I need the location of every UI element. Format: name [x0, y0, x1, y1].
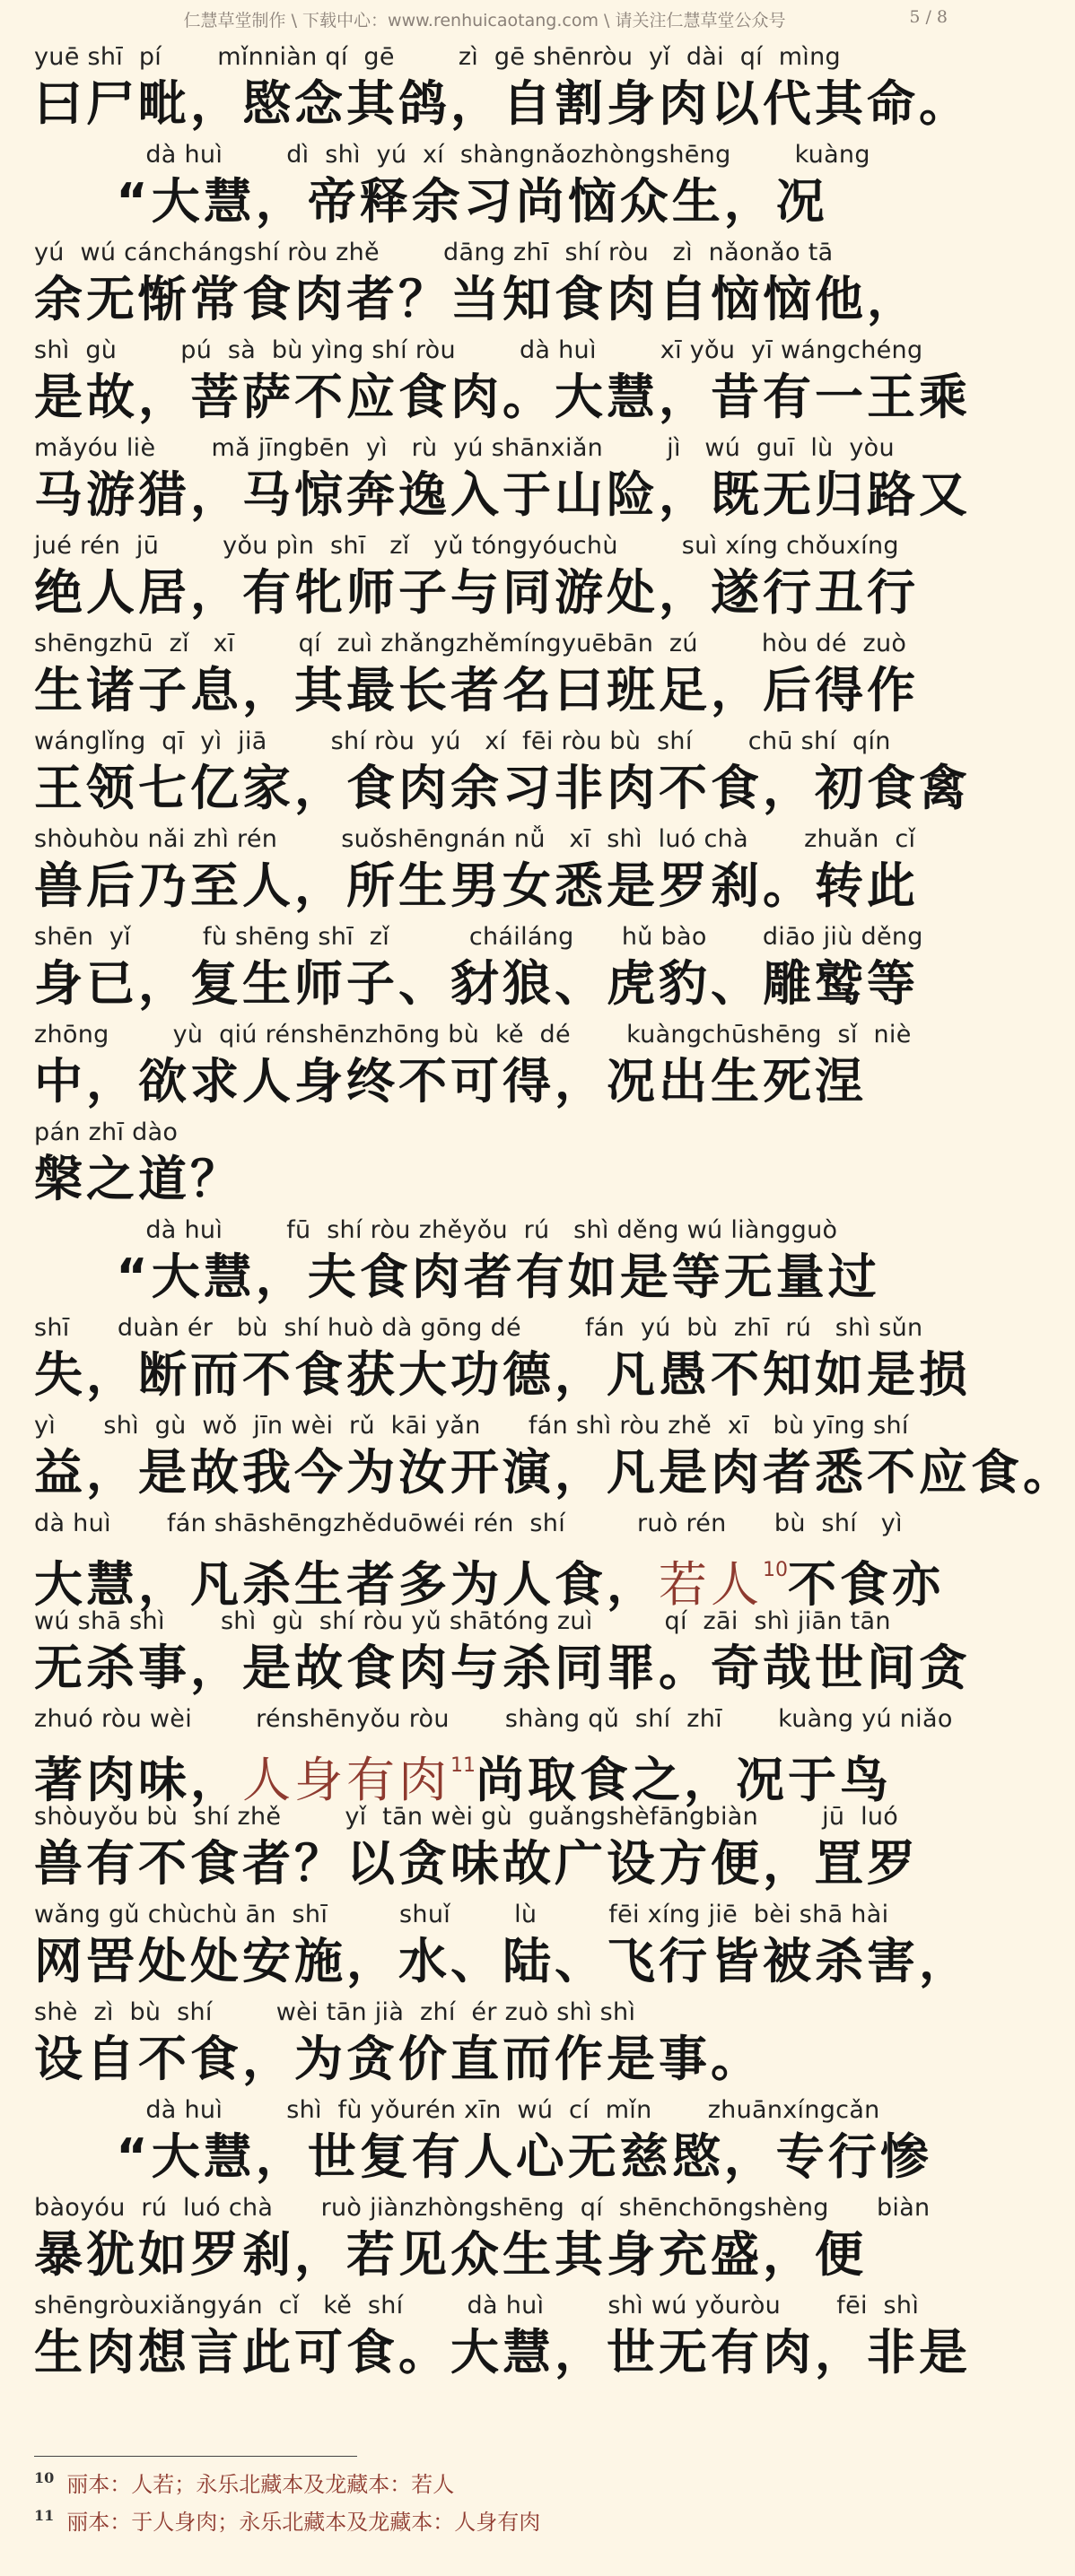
text-line [34, 39, 971, 137]
text-line [34, 1799, 958, 1897]
pinyin-line: zhōng yù qiú rénshēnzhōng bù kě dé kuàngchūshēng sǐ niè [34, 1021, 912, 1049]
variant-text: 人身有肉 [242, 1752, 450, 1808]
text-line [34, 137, 958, 235]
text-line [34, 724, 971, 822]
hanzi-segment: 马游猎，马惊奔逸入于山险，既无归路又 [34, 466, 971, 523]
page-number: 5 / 8 [909, 7, 948, 27]
text-line [34, 1995, 958, 2093]
hanzi-segment: “大慧，帝释余习尚恼众生，况 [34, 173, 828, 230]
pinyin-line: dà huì shì fù yǒurén xīn wú cí mǐn zhuānxíngcǎn [34, 2096, 880, 2124]
hanzi-segment: 槃之道？ [34, 1151, 242, 1207]
hanzi-segment: 无杀事，是故食肉与杀同罪。奇哉世间贪 [34, 1640, 971, 1696]
text-line [34, 1310, 971, 1408]
hanzi-line [34, 466, 971, 528]
hanzi-line [34, 857, 958, 919]
hanzi-segment: 身已，复生师子、豺狼、虎豹、雕鹫等 [34, 955, 919, 1012]
hanzi-line [34, 2031, 958, 2093]
hanzi-segment: 设自不食，为贪价直而作是事。 [34, 2031, 763, 2087]
hanzi-line [34, 2324, 971, 2386]
hanzi-segment: 绝人居，有牝师子与同游处，遂行丑行 [34, 564, 919, 621]
pinyin-line: dà huì dì shì yú xí shàngnǎozhòngshēng kuàng [34, 141, 870, 169]
hanzi-line [34, 1053, 958, 1115]
hanzi-segment: 大慧，凡杀生者多为人食， [34, 1556, 659, 1613]
text-line [34, 1017, 958, 1115]
hanzi-line [34, 75, 971, 137]
hanzi-segment: 兽有不食者？以贪味故广设方便，罝罗 [34, 1835, 919, 1892]
hanzi-segment: 不食亦 [788, 1556, 944, 1613]
text-line [34, 431, 971, 528]
text-line [34, 528, 958, 626]
hanzi-line [34, 1444, 1075, 1506]
scripture-text [34, 39, 1075, 2386]
hanzi-line [34, 2226, 958, 2288]
hanzi-segment: 是故，菩萨不应食肉。大慧，昔有一王乘 [34, 369, 971, 425]
hanzi-line [34, 1835, 958, 1897]
pinyin-line: shēngzhū zǐ xī qí zuì zhǎngzhěmíngyuēbān zú hòu dé zuò [34, 630, 907, 657]
pinyin-line: shòuhòu nǎi zhì rén suǒshēngnán nǚ xī shì luó chà zhuǎn cǐ [34, 825, 916, 853]
pinyin-line: dà huì fū shí ròu zhěyǒu rú shì děng wú liàngguò [34, 1216, 838, 1244]
hanzi-line [34, 955, 958, 1017]
pinyin-line: mǎyóu liè mǎ jīngbēn yì rù yú shānxiǎn jì wú guī lù yòu [34, 434, 895, 462]
hanzi-segment: 失，断而不食获大功德，凡愚不知如是损 [34, 1346, 971, 1403]
text-line [34, 1408, 1075, 1506]
hanzi-segment: 中，欲求人身终不可得，况出生死涅 [34, 1053, 867, 1110]
footnote-number: 11 [34, 2507, 55, 2524]
text-line [34, 1506, 958, 1613]
hanzi-segment: 兽后乃至人，所生男女悉是罗刹。转此 [34, 857, 919, 914]
pinyin-line: wánglǐng qī yì jiā shí ròu yú xí fēi ròu bù shí chū shí qín [34, 727, 891, 755]
footnote-text: 丽本：人若；永乐北藏本及龙藏本：若人 [66, 2472, 455, 2497]
text-line [34, 2190, 958, 2288]
footnote-11 [34, 2504, 540, 2536]
hanzi-line [34, 662, 958, 724]
hanzi-line [34, 1640, 971, 1701]
text-line [34, 2093, 958, 2190]
pinyin-line: shēngròuxiǎngyán cǐ kě shí dà huì shì wú yǒuròu fēi shì [34, 2292, 920, 2319]
hanzi-line [34, 1542, 958, 1613]
header-text: 仁慧草堂制作 \ 下载中心：www.renhuicaotang.com \ 请关注仁慧草堂公众号 [183, 11, 786, 30]
text-line [34, 1701, 958, 1808]
pinyin-line: yì shì gù wǒ jīn wèi rǔ kāi yǎn fán shì ròu zhě xī bù yīng shí [34, 1412, 909, 1440]
footnote-number: 10 [34, 2469, 55, 2486]
footnote-10 [34, 2467, 454, 2498]
hanzi-segment: 益，是故我今为汝开演，凡是肉者悉不应食。 [34, 1444, 1075, 1501]
hanzi-segment: 曰尸毗，愍念其鸽，自割身肉以代其命。 [34, 75, 971, 132]
hanzi-segment: 余无惭常食肉者？当知食肉自恼恼他， [34, 271, 919, 327]
hanzi-segment: 著肉味， [34, 1752, 242, 1808]
pinyin-line: shī duàn ér bù shí huò dà gōng dé fán yú bù zhī rú shì sǔn [34, 1314, 923, 1342]
text-line [34, 333, 971, 431]
hanzi-line [34, 1933, 971, 1995]
text-line [34, 1115, 958, 1213]
page-header [0, 0, 969, 39]
hanzi-segment: 尚取食之，况于鸟 [476, 1752, 892, 1808]
pinyin-line: shēn yǐ fù shēng shī zǐ cháiláng hǔ bào diāo jiù děng [34, 923, 923, 951]
hanzi-line [34, 1737, 958, 1808]
footnote-text: 丽本：于人身肉；永乐北藏本及龙藏本：人身有肉 [66, 2510, 541, 2535]
pinyin-line: shòuyǒu bù shí zhě yǐ tān wèi gù guǎngshèfāngbiàn jū luó [34, 1803, 899, 1831]
hanzi-line [34, 173, 958, 235]
footnote-marker: 11 [450, 1754, 476, 1777]
hanzi-segment: 王领七亿家，食肉余习非肉不食，初食禽 [34, 760, 971, 816]
footnote-marker: 10 [763, 1559, 788, 1581]
pinyin-line: yú wú cánchángshí ròu zhě dāng zhī shí ròu zì nǎonǎo tā [34, 239, 834, 266]
hanzi-line [34, 271, 958, 333]
text-line [34, 626, 958, 724]
hanzi-segment: “大慧，世复有人心无慈愍，专行惨 [34, 2128, 932, 2185]
pinyin-line: wú shā shì shì gù shí ròu yǔ shātóng zuì qí zāi shì jiān tān [34, 1607, 891, 1635]
pinyin-line: shì gù pú sà bù yìng shí ròu dà huì xī yǒu yī wángchéng [34, 336, 923, 364]
hanzi-line [34, 1249, 958, 1310]
pinyin-line: pán zhī dào [34, 1118, 179, 1146]
hanzi-segment: 暴犹如罗刹，若见众生其身充盛，便 [34, 2226, 867, 2283]
hanzi-line [34, 2128, 958, 2190]
pinyin-line: jué rén jū yǒu pìn shī zǐ yǔ tóngyóuchù suì xíng chǒuxíng [34, 532, 899, 560]
variant-text: 若人 [659, 1556, 763, 1613]
hanzi-line [34, 1151, 958, 1213]
pinyin-line: zhuó ròu wèi rénshēnyǒu ròu shàng qǔ shí zhī kuàng yú niǎo [34, 1705, 953, 1733]
text-line [34, 822, 958, 919]
text-line [34, 1604, 971, 1701]
pinyin-line: wǎng gǔ chùchù ān shī shuǐ lù fēi xíng jiē bèi shā hài [34, 1901, 889, 1928]
text-line [34, 1213, 958, 1310]
hanzi-line [34, 760, 971, 822]
text-line [34, 919, 958, 1017]
pinyin-line: dà huì fán shāshēngzhěduōwéi rén shí ruò rén bù shí yì [34, 1510, 903, 1537]
hanzi-line [34, 1346, 971, 1408]
text-line [34, 1897, 971, 1995]
pinyin-line: shè zì bù shí wèi tān jià zhí ér zuò shì shì [34, 1998, 636, 2026]
pinyin-line: bàoyóu rú luó chà ruò jiànzhòngshēng qí shēnchōngshèng biàn [34, 2194, 931, 2222]
pinyin-line: yuē shī pí mǐnniàn qí gē zì gē shēnròu yǐ dài qí mìng [34, 43, 841, 71]
text-line [34, 235, 958, 333]
hanzi-segment: 网罟处处安施，水、陆、飞行皆被杀害， [34, 1933, 971, 1989]
hanzi-segment: 生肉想言此可食。大慧，世无有肉，非是 [34, 2324, 971, 2380]
hanzi-line [34, 369, 971, 431]
hanzi-line [34, 564, 958, 626]
hanzi-segment: 生诸子息，其最长者名曰班足，后得作 [34, 662, 919, 718]
footnote-divider [34, 2456, 357, 2457]
text-line [34, 2288, 971, 2386]
hanzi-segment: “大慧，夫食肉者有如是等无量过 [34, 1249, 880, 1305]
